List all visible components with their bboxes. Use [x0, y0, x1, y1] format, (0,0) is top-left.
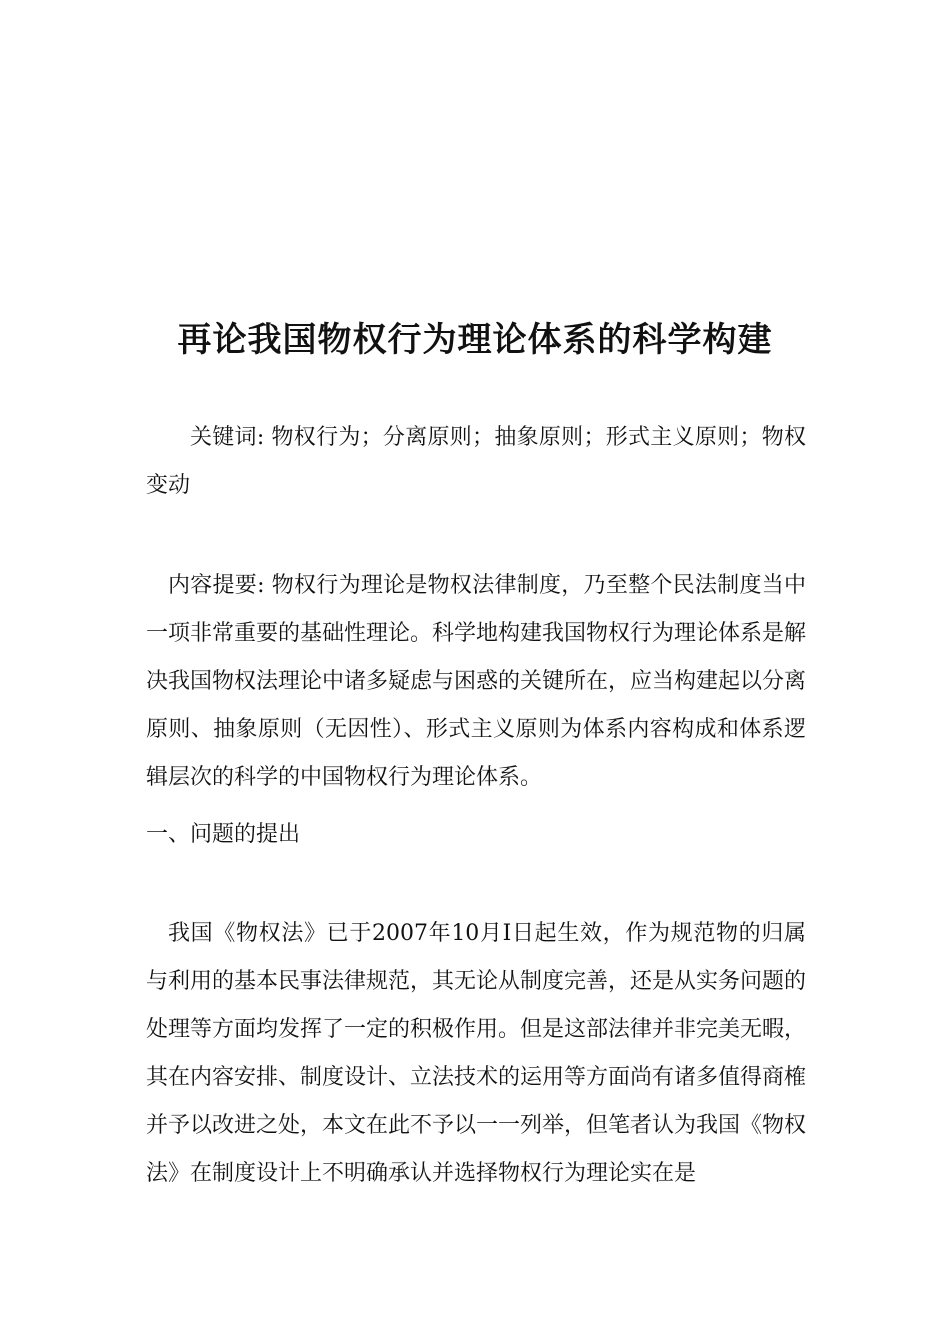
- abstract-paragraph: 内容提要: 物权行为理论是物权法律制度，乃至整个民法制度当中一项非常重要的基础性理论。科学地构建我国物权行为理论体系是解决我国物权法理论中诸多疑虑与困惑的关键所在，应当构建起以分离原则、抽象原则（无因性）、形式主义原则为体系内容构成和体系逻辑层次的科学的中国物权行为理论体系。: [146, 573, 807, 790]
- document-title: 再论我国物权行为理论体系的科学构建: [177, 320, 773, 360]
- keywords-paragraph: 关键词: 物权行为；分离原则；抽象原则；形式主义原则；物权变动: [146, 425, 806, 498]
- section-heading: 一、问题的提出: [146, 822, 301, 847]
- body-paragraph: 我国《物权法》已于2007年10月I日起生效，作为规范物的归属与利用的基本民事法律规范，其无论从制度完善，还是从实务问题的处理等方面均发挥了一定的积极作用。但是这部法律并非完美无暇，其在内容安排、制度设计、立法技术的运用等方面尚有诸多值得商榷并予以改进之处，本文在此不予以一一列举，但笔者认为我国《物权法》在制度设计上不明确承认并选择物权行为理论实在是: [146, 921, 807, 1186]
